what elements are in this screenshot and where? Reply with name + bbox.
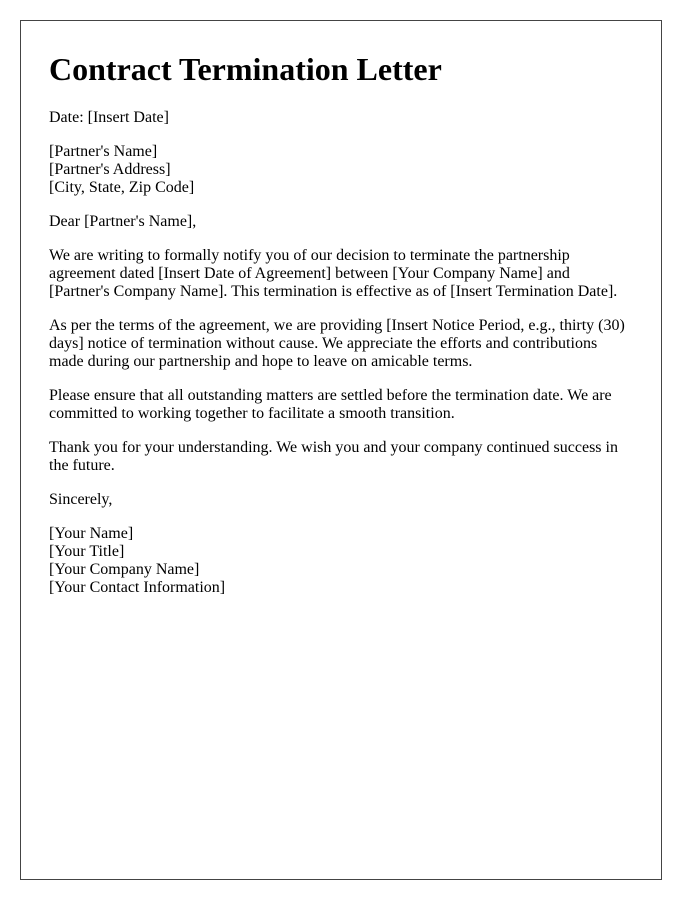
signature-company: [Your Company Name] (49, 561, 200, 578)
body-paragraph: We are writing to formally notify you of our decision to terminate the partnership agreement dated [Insert Date of Agreement] between [Your Company Name] and [Partner's Company Name]. This termination is effective as of [Insert Termination Date]. (49, 247, 618, 300)
salutation: Dear [Partner's Name], (49, 213, 197, 230)
signature-contact: [Your Contact Information] (49, 579, 226, 596)
letter-title: Contract Termination Letter (49, 51, 442, 87)
closing: Sincerely, (49, 491, 113, 508)
body-paragraph: Please ensure that all outstanding matters are settled before the termination date. We are committed to working together to facilitate a smooth transition. (49, 387, 612, 422)
recipient-address: [Partner's Address] (49, 161, 171, 178)
body-paragraph: Thank you for your understanding. We wish you and your company continued success in the future. (49, 439, 618, 474)
signature-title: [Your Title] (49, 543, 125, 560)
recipient-name: [Partner's Name] (49, 143, 158, 160)
letter-page (20, 20, 662, 880)
recipient-block (49, 143, 633, 197)
signature-name: [Your Name] (49, 525, 134, 542)
recipient-city: [City, State, Zip Code] (49, 179, 195, 196)
signature-block (49, 525, 633, 597)
body-paragraph: As per the terms of the agreement, we are providing [Insert Notice Period, e.g., thirty (30) days] notice of termination without cause. We appreciate the efforts and contributions made during our partnership and hope to leave on amicable terms. (49, 317, 625, 370)
date-line: Date: [Insert Date] (49, 109, 169, 126)
